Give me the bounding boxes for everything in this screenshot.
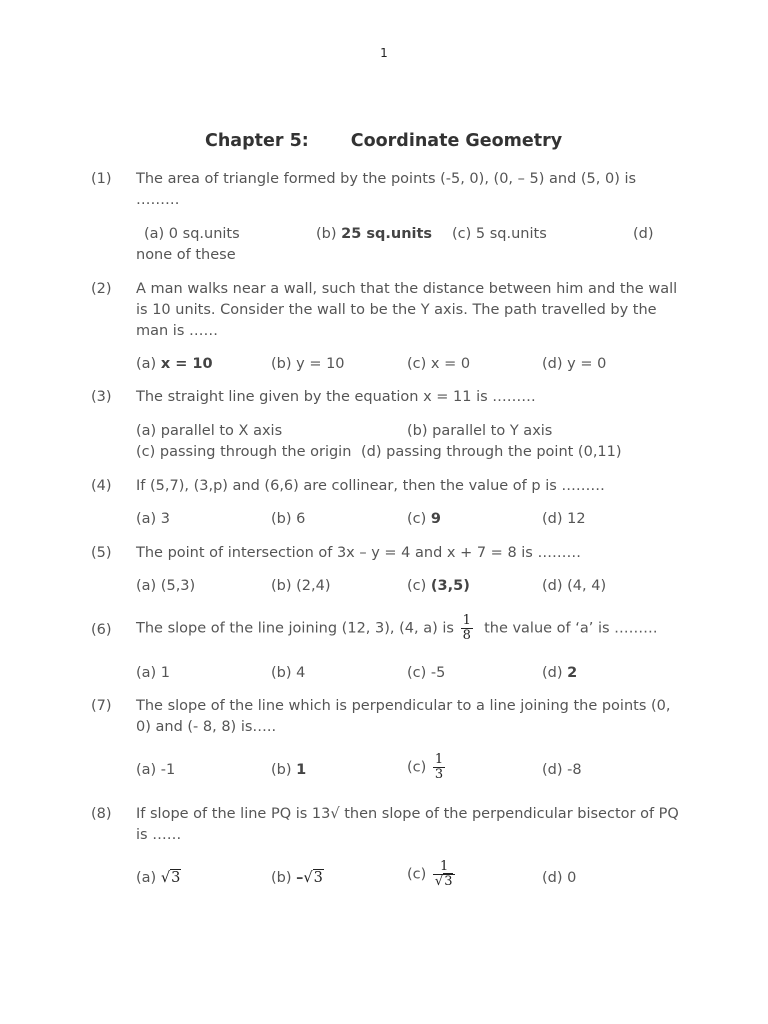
option-d: (d) passing through the point (0,11) [361, 444, 622, 460]
option-c: (c) 9 [407, 511, 441, 527]
option-d: (d) 12 [542, 511, 586, 527]
option-d-continued: none of these [136, 247, 236, 263]
question-text: The slope of the line which is perpendicular to a line joining the points (0, 0) and (- 8, 8) is….. [136, 698, 671, 735]
option-c: (c) (3,5) [407, 578, 470, 594]
option-d: (d) [633, 226, 654, 242]
option-d: (d) y = 0 [542, 356, 607, 372]
fraction: $\frac{1}{8}$ [462, 613, 471, 643]
option-b: (b) 4 [271, 665, 306, 681]
chapter-topic: Coordinate Geometry [350, 131, 563, 151]
option-c: (c) $\frac{1}{3}$ [407, 752, 444, 782]
question-number: (3) [91, 389, 112, 405]
option-c: (c) 5 sq.units [452, 226, 547, 242]
question-text: If (5,7), (3,p) and (6,6) are collinear, then the value of p is ……… [136, 478, 605, 494]
option-a: (a) -1 [136, 762, 176, 778]
question-number: (7) [91, 698, 112, 714]
option-c: (c) $\frac{1}{√3}$ [407, 860, 457, 889]
option-a: (a) √3 [136, 870, 181, 886]
option-b: (b) (2,4) [271, 578, 331, 594]
option-a: (a) x = 10 [136, 356, 213, 372]
option-c: (c) x = 0 [407, 356, 471, 372]
question-text: A man walks near a wall, such that the distance between him and the wall is 10 units. Consider the wall to be the Y axis. The path travelled by the man is …… [136, 281, 678, 339]
question-text: The straight line given by the equation x = 11 is ……… [136, 389, 536, 405]
option-b: (b) 1 [271, 762, 307, 778]
chapter-label: Chapter 5: [205, 131, 309, 151]
question-number: (6) [91, 622, 112, 638]
option-b: (b) 6 [271, 511, 306, 527]
option-d: (d) 0 [542, 870, 577, 886]
option-a: (a) 1 [136, 665, 171, 681]
option-b: (b) 25 sq.units [316, 226, 433, 242]
chapter-title [205, 131, 562, 151]
question-number: (8) [91, 806, 112, 822]
question-number: (5) [91, 545, 112, 561]
question-text: The slope of the line joining (12, 3), (4, a) is $\frac{1}{8}$ the value of ‘a’ is ……… [136, 613, 658, 643]
question-text: The point of intersection of 3x – y = 4 and x + 7 = 8 is ……… [136, 545, 581, 561]
option-a: (a) (5,3) [136, 578, 196, 594]
options-3 [136, 421, 681, 463]
question-number: (4) [91, 478, 112, 494]
page-number: 1 [380, 46, 388, 60]
option-b: (b) parallel to Y axis [407, 423, 553, 439]
fraction: $\frac{1}{√3}$ [433, 860, 456, 889]
option-a: (a) 0 sq.units [144, 226, 240, 242]
option-b: (b) –√3 [271, 870, 323, 886]
fraction: $\frac{1}{3}$ [434, 752, 444, 782]
option-a: (a) parallel to X axis [136, 423, 283, 439]
question-text: If slope of the line PQ is 13√ then slope of the perpendicular bisector of PQ is …… [136, 806, 679, 843]
option-b: (b) y = 10 [271, 356, 345, 372]
option-c: (c) -5 [407, 665, 446, 681]
option-a: (a) 3 [136, 511, 171, 527]
option-d: (d) -8 [542, 762, 582, 778]
option-d: (d) 2 [542, 665, 578, 681]
option-c: (c) passing through the origin [136, 444, 352, 460]
option-d: (d) (4, 4) [542, 578, 607, 594]
question-text: The area of triangle formed by the points (-5, 0), (0, – 5) and (5, 0) is ……… [136, 171, 637, 208]
question-number: (2) [91, 281, 112, 297]
question-number: (1) [91, 171, 112, 187]
options-1 [136, 224, 681, 266]
